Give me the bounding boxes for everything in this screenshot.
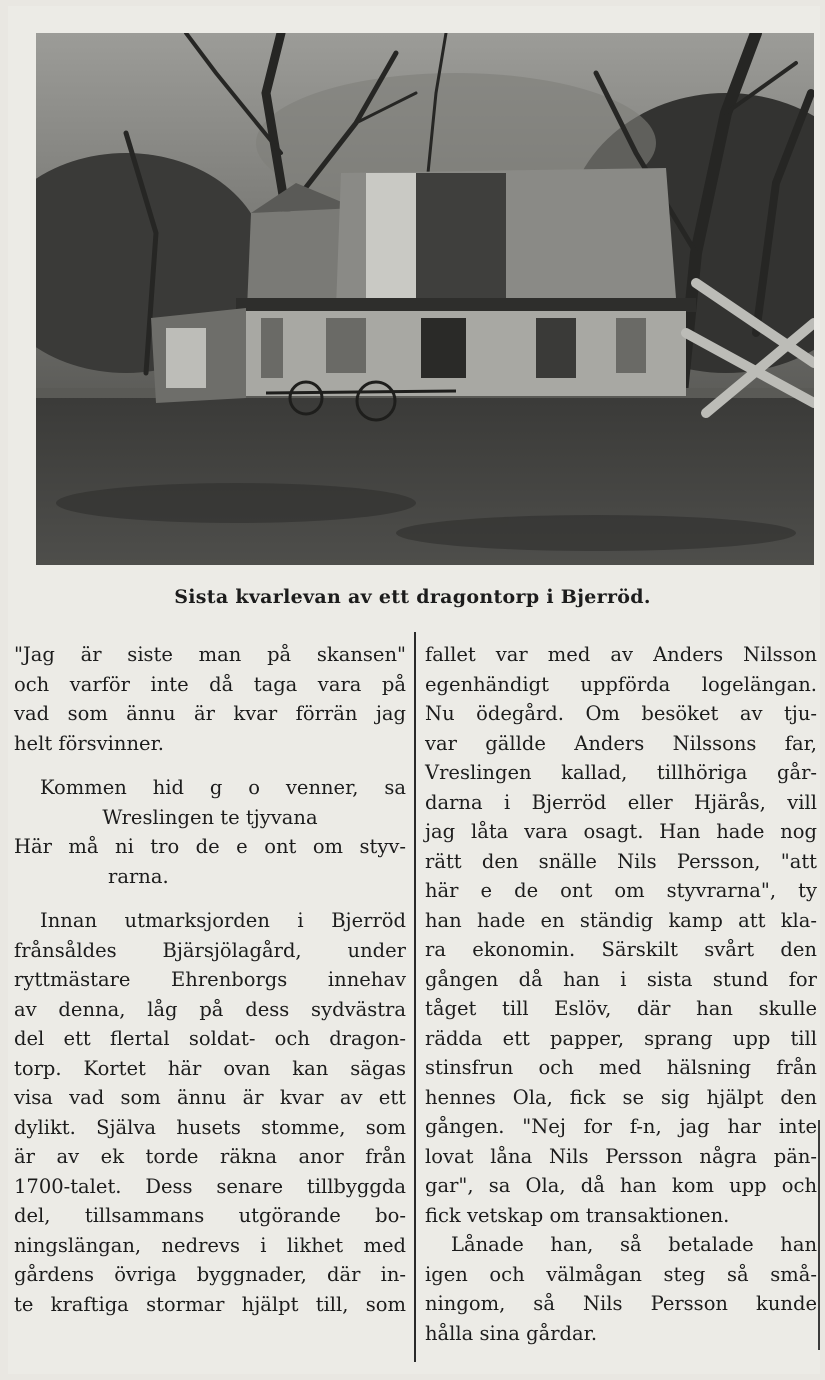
verse-line: Wreslingen te tjyvana	[102, 805, 318, 829]
text-line: jag låta vara osagt. Han hade nog	[425, 820, 817, 843]
text-line: Nu ödegård. Om besöket av tju-	[425, 702, 817, 725]
text-line: här e de ont om styvrarna", ty	[425, 879, 817, 902]
text-line: igen och välmågan steg så små-	[425, 1262, 817, 1286]
text-line: hålla sina gårdar.	[425, 1321, 598, 1345]
text-line: gången då han i sista stund for	[425, 967, 817, 991]
text-line: hennes Ola, fick se sig hjälpt den	[425, 1085, 817, 1109]
text-line: han hade en ständig kamp att kla-	[425, 908, 817, 932]
article-column-left	[14, 640, 406, 1319]
column-divider	[414, 632, 416, 1362]
text-line: stinsfrun och med hälsning från	[425, 1056, 817, 1079]
text-line: del ett flertal soldat- och dragon-	[14, 1027, 406, 1050]
text-line: och varför inte då taga vara på	[14, 672, 406, 696]
text-line: fallet var med av Anders Nilsson	[425, 643, 817, 666]
text-line: helt försvinner.	[14, 731, 164, 755]
text-line: dylikt. Själva husets stomme, som	[14, 1115, 406, 1139]
text-line: tåget till Eslöv, där han skulle	[425, 997, 817, 1020]
text-line: var gällde Anders Nilssons far,	[425, 731, 817, 755]
photo-caption: Sista kvarlevan av ett dragontorp i Bjerröd.	[174, 586, 651, 608]
text-line: fick vetskap om transaktionen.	[425, 1203, 730, 1227]
text-line: gar", sa Ola, då han kom upp och	[425, 1174, 817, 1197]
text-line: lovat låna Nils Persson några pän-	[425, 1144, 817, 1168]
text-line: ra ekonomin. Särskilt svårt den	[425, 938, 817, 961]
text-line: frånsåldes Bjärsjölagård, under	[14, 938, 406, 962]
photo-farmhouse-icon	[36, 33, 814, 565]
text-line: torp. Kortet här ovan kan sägas	[14, 1056, 406, 1080]
text-line: är av ek torde räkna anor från	[14, 1145, 406, 1168]
text-line: rädda ett papper, sprang upp till	[425, 1026, 817, 1050]
verse-line: rarna.	[108, 864, 169, 888]
text-line: 1700-talet. Dess senare tillbyggda	[14, 1174, 406, 1198]
text-line: av denna, låg på dess sydvästra	[14, 997, 406, 1021]
text-line: del, tillsammans utgörande bo-	[14, 1204, 406, 1227]
text-line: gårdens övriga byggnader, där in-	[14, 1263, 406, 1286]
text-line: ryttmästare Ehrenborgs innehav	[14, 968, 406, 991]
article-column-right	[425, 640, 817, 1348]
verse-line: Här må ni tro de e ont om styv-	[14, 835, 406, 858]
text-line: Lånade han, så betalade han	[451, 1233, 817, 1256]
right-edge-rule	[818, 1120, 820, 1350]
text-line: Vreslingen kallad, tillhöriga går-	[425, 761, 817, 784]
text-line: egenhändigt uppförda logelängan.	[425, 672, 817, 696]
photo-farmhouse	[36, 33, 814, 565]
text-line: rätt den snälle Nils Persson, "att	[425, 849, 817, 873]
verse-line: Kommen hid g o venner, sa	[40, 776, 406, 799]
text-line: gången. "Nej for f-n, jag har inte	[425, 1115, 817, 1138]
text-line: darna i Bjerröd eller Hjärås, vill	[425, 790, 817, 814]
text-line: Innan utmarksjorden i Bjerröd	[40, 909, 406, 932]
text-line: te kraftiga stormar hjälpt till, som	[14, 1292, 406, 1316]
text-line: "Jag är siste man på skansen"	[14, 643, 406, 666]
text-line: visa vad som ännu är kvar av ett	[14, 1086, 406, 1109]
text-line: ningom, så Nils Persson kunde	[425, 1292, 817, 1315]
text-line: vad som ännu är kvar förrän jag	[14, 702, 406, 725]
text-line: ningslängan, nedrevs i likhet med	[14, 1233, 406, 1257]
